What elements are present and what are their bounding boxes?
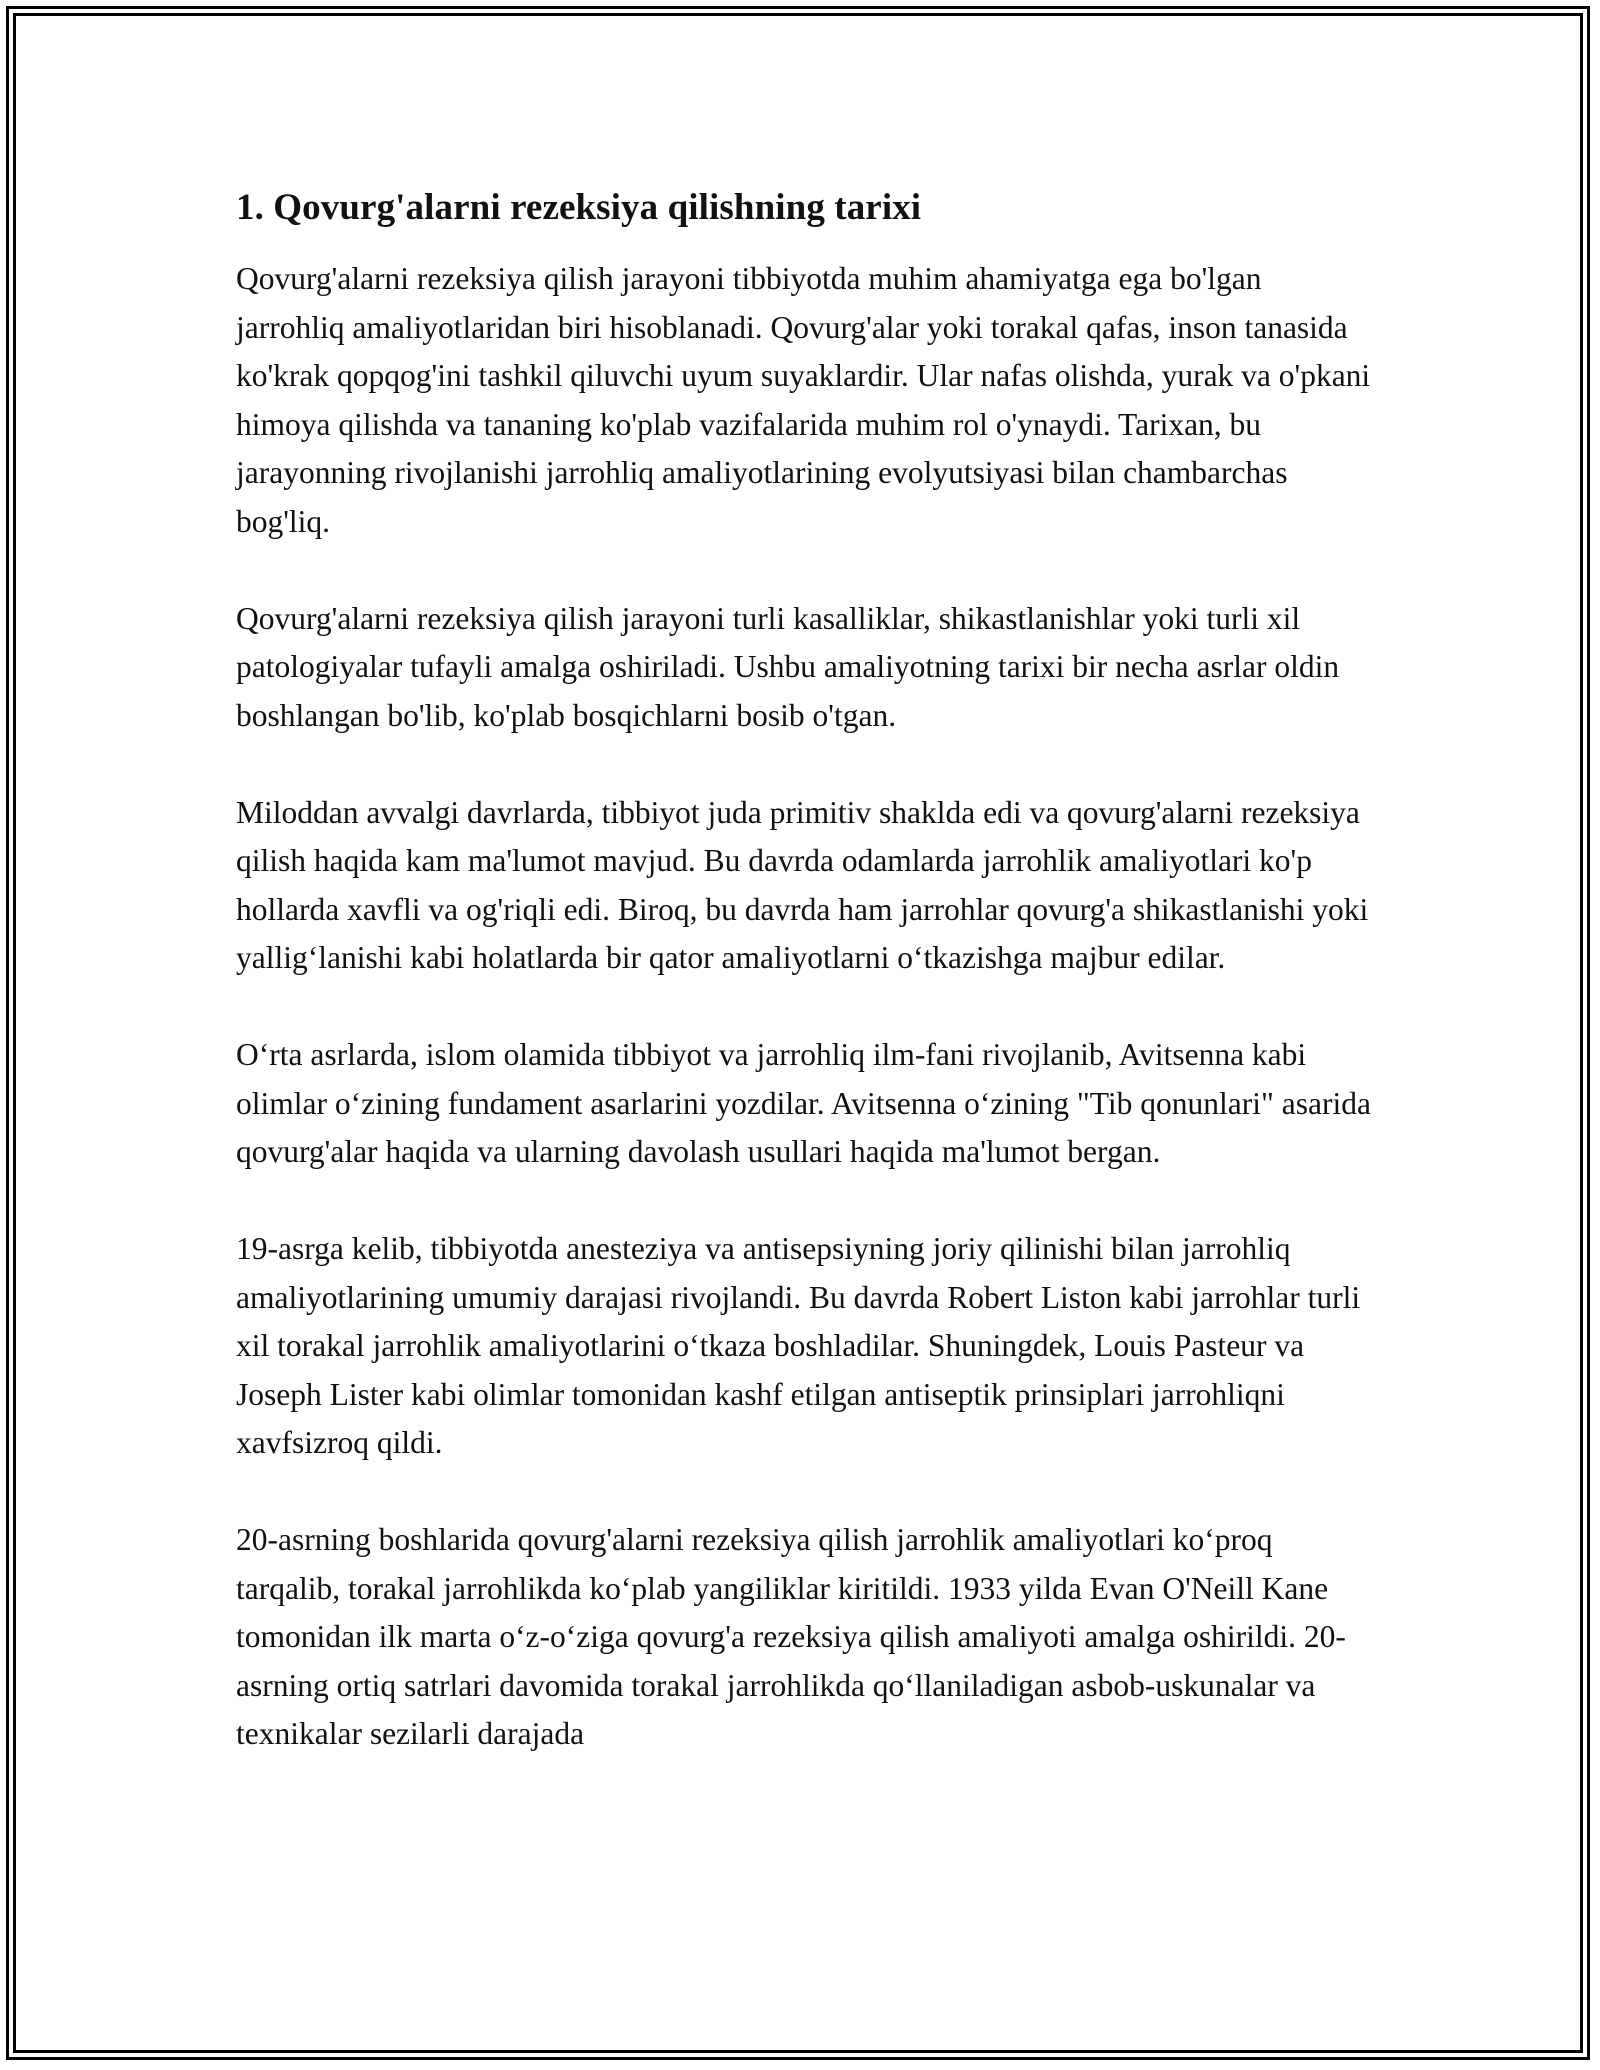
paragraph-1: Qovurg'alarni rezeksiya qilish jarayoni tibbiyotda muhim ahamiyatga ega bo'lgan jarrohliq amaliyotlaridan biri hisoblanadi. Qovurg'alar yoki torakal qafas, inson tanasida ko'krak qopqog'ini tashkil qiluvchi uyum suyaklardir. Ular nafas olishda, yurak va o'pkani himoya qilishda va tananing ko'plab vazifalarida muhim rol o'ynaydi. Tarixan, bu jarayonning rivojlanishi jarrohliq amaliyotlarining evolyutsiyasi bilan chambarchas bog'liq. bbox=[236, 261, 1371, 539]
paragraph-6: 20-asrning boshlarida qovurg'alarni rezeksiya qilish jarrohlik amaliyotlari ko‘proq tarqalib, torakal jarrohlikda ko‘plab yangiliklar kiritildi. 1933 yilda Evan O'Neill Kane tomonidan ilk marta o‘z-o‘ziga qovurg'a rezeksiya qilish amaliyoti amalga oshirildi. 20-asrning ortiq satrlari davomida torakal jarrohlikda qo‘llaniladigan asbob-uskunalar va texnikalar sezilarli darajada bbox=[236, 1522, 1346, 1751]
paragraph-2: Qovurg'alarni rezeksiya qilish jarayoni turli kasalliklar, shikastlanishlar yoki turli xil patologiyalar tufayli amalga oshiriladi. Ushbu amaliyotning tarixi bir necha asrlar oldin boshlangan bo'lib, ko'plab bosqichlarni bosib o'tgan. bbox=[236, 600, 1340, 733]
document-body bbox=[236, 186, 1376, 1759]
paragraph-4: O‘rta asrlarda, islom olamida tibbiyot va jarrohliq ilm-fani rivojlanib, Avitsenna kabi olimlar o‘zining fundament asarlarini yozdilar. Avitsenna o‘zining "Tib qonunlari" asarida qovurg'alar haqida va ularning davolash usullari haqida ma'lumot bergan. bbox=[236, 1037, 1371, 1169]
paragraph-3: Miloddan avvalgi davrlarda, tibbiyot juda primitiv shaklda edi va qovurg'alarni rezeksiya qilish haqida kam ma'lumot mavjud. Bu davrda odamlarda jarrohlik amaliyotlari ko'p hollarda xavfli va og'riqli edi. Biroq, bu davrda ham jarrohlar qovurg'a shikastlanishi yoki yallig‘lanishi kabi holatlarda bir qator amaliyotlarni o‘tkazishga majbur edilar. bbox=[236, 794, 1369, 975]
paragraph-5: 19-asrga kelib, tibbiyotda anesteziya va antisepsiyning joriy qilinishi bilan jarrohliq amaliyotlarining umumiy darajasi rivojlandi. Bu davrda Robert Liston kabi jarrohlar turli xil torakal jarrohlik amaliyotlarini o‘tkaza boshladilar. Shuningdek, Louis Pasteur va Joseph Lister kabi olimlar tomonidan kashf etilgan antiseptik prinsiplari jarrohliqni xavfsizroq qildi. bbox=[236, 1231, 1361, 1460]
section-title: 1. Qovurg'alarni rezeksiya qilishning tarixi bbox=[236, 187, 922, 228]
